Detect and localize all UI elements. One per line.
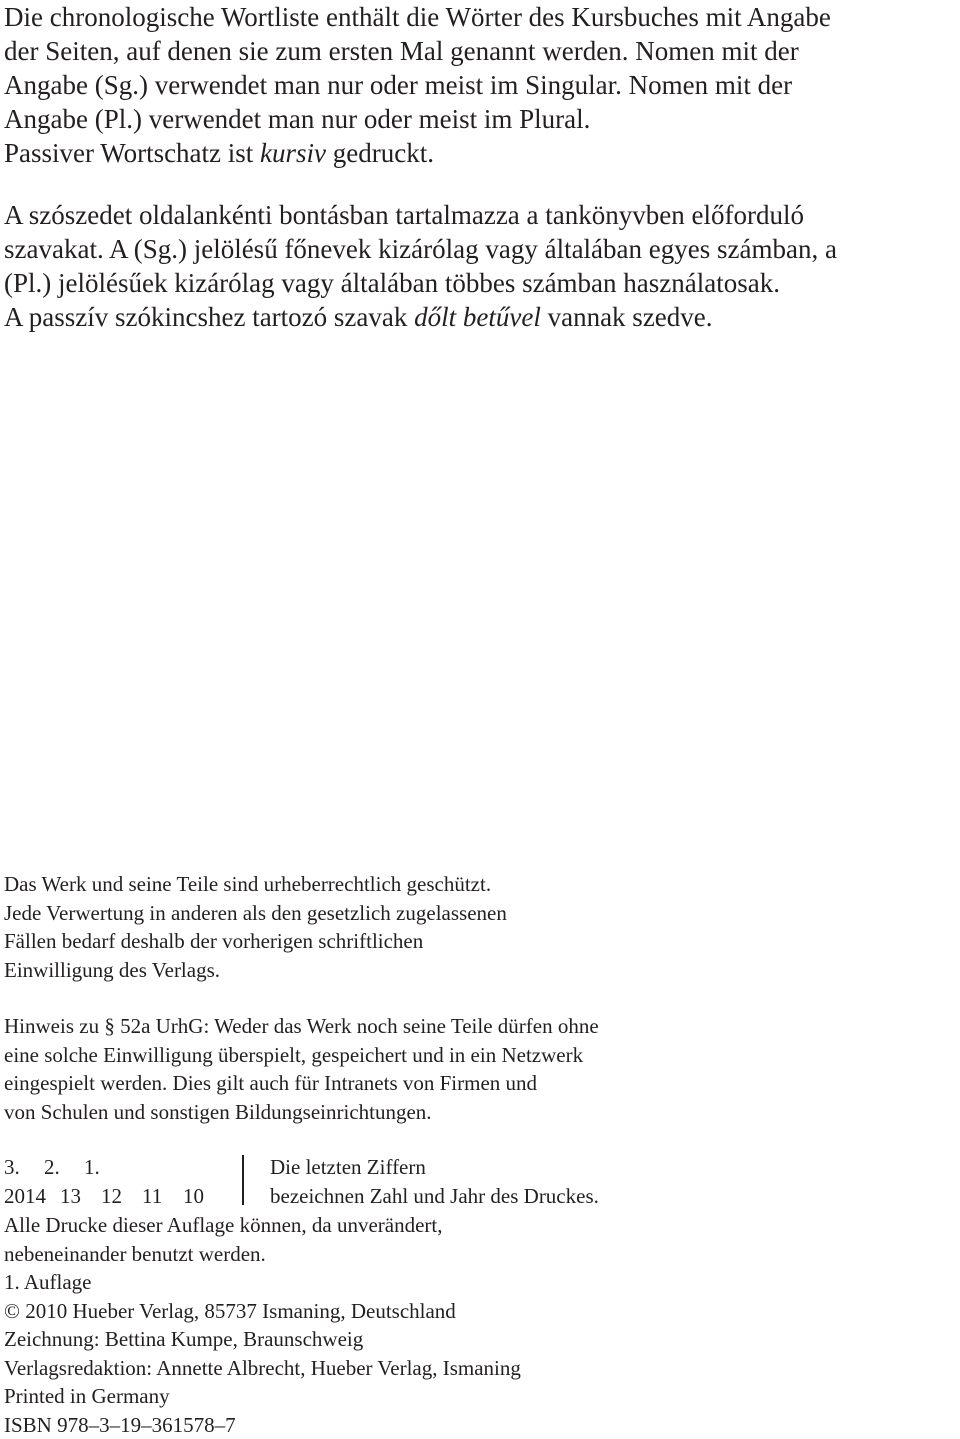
- print-run-numbers: [4, 1153, 244, 1210]
- intro-german-line-4: Angabe (Pl.) verwendet man nur oder meist im Plural.: [4, 102, 831, 136]
- year-number: 2014: [4, 1182, 60, 1211]
- intro-german: [4, 0, 831, 170]
- drawing-credit: Zeichnung: Bettina Kumpe, Braunschweig: [4, 1325, 521, 1354]
- copyright-notice: [4, 870, 507, 984]
- intro-hungarian: [4, 198, 837, 334]
- copyright-line: © 2010 Hueber Verlag, 85737 Ismaning, Deutschland: [4, 1297, 521, 1326]
- editor-credit: Verlagsredaktion: Annette Albrecht, Hueber Verlag, Ismaning: [4, 1354, 521, 1383]
- print-run-explanation-line-1: Die letzten Ziffern: [270, 1153, 599, 1182]
- printed-in: Printed in Germany: [4, 1382, 521, 1411]
- year-numbers-row: [4, 1182, 244, 1211]
- edition-number: 3.: [4, 1153, 44, 1182]
- imprint-line-2: nebeneinander benutzt werden.: [4, 1240, 521, 1269]
- intro-german-italic-word: kursiv: [260, 138, 326, 168]
- year-number: 10: [183, 1182, 204, 1211]
- intro-hungarian-line-2: szavakat. A (Sg.) jelölésű főnevek kizárólag vagy általában egyes számban, a: [4, 232, 837, 266]
- intro-german-line-2: der Seiten, auf denen sie zum ersten Mal genannt werden. Nomen mit der: [4, 34, 831, 68]
- print-run-explanation-line-2: bezeichnen Zahl und Jahr des Druckes.: [270, 1182, 599, 1211]
- legal-hint-line-1: Hinweis zu § 52a UrhG: Weder das Werk noch seine Teile dürfen ohne: [4, 1012, 599, 1041]
- copyright-notice-line-2: Jede Verwertung in anderen als den gesetzlich zugelassenen: [4, 899, 507, 928]
- intro-german-line-3: Angabe (Sg.) verwendet man nur oder meist im Singular. Nomen mit der: [4, 68, 831, 102]
- copyright-notice-line-3: Fällen bedarf deshalb der vorherigen schriftlichen: [4, 927, 507, 956]
- edition-label: 1. Auflage: [4, 1268, 521, 1297]
- intro-hungarian-line-3: (Pl.) jelölésűek kizárólag vagy általában többes számban használatosak.: [4, 266, 837, 300]
- print-run-table: [4, 1153, 724, 1211]
- copyright-notice-line-4: Einwilligung des Verlags.: [4, 956, 507, 985]
- legal-hint-line-2: eine solche Einwilligung überspielt, gespeichert und in ein Netzwerk: [4, 1041, 599, 1070]
- intro-hungarian-line-4: [4, 300, 837, 334]
- intro-hungarian-line-4-start: A passzív szókincshez tartozó szavak: [4, 302, 414, 332]
- legal-hint-line-3: eingespielt werden. Dies gilt auch für Intranets von Firmen und: [4, 1069, 599, 1098]
- isbn: ISBN 978–3–19–361578–7: [4, 1411, 521, 1439]
- edition-numbers-row: [4, 1153, 244, 1182]
- imprint: [4, 1211, 521, 1439]
- legal-hint-line-4: von Schulen und sonstigen Bildungseinrichtungen.: [4, 1098, 599, 1127]
- intro-hungarian-line-1: A szószedet oldalankénti bontásban tartalmazza a tankönyvben előforduló: [4, 198, 837, 232]
- edition-number: 2.: [44, 1153, 84, 1182]
- intro-hungarian-line-4-end: vannak szedve.: [541, 302, 713, 332]
- legal-hint: [4, 1012, 599, 1126]
- year-number: 13: [60, 1182, 101, 1211]
- edition-number: 1.: [84, 1153, 100, 1182]
- intro-german-line-5-start: Passiver Wortschatz ist: [4, 138, 260, 168]
- year-number: 12: [101, 1182, 142, 1211]
- intro-hungarian-italic-words: dőlt betűvel: [414, 302, 541, 332]
- intro-german-line-5-end: gedruckt.: [326, 138, 434, 168]
- vertical-divider: [242, 1155, 244, 1205]
- intro-german-line-1: Die chronologische Wortliste enthält die Wörter des Kursbuches mit Angabe: [4, 0, 831, 34]
- print-run-explanation: [270, 1153, 599, 1210]
- intro-german-line-5: [4, 136, 831, 170]
- imprint-line-1: Alle Drucke dieser Auflage können, da unverändert,: [4, 1211, 521, 1240]
- copyright-notice-line-1: Das Werk und seine Teile sind urheberrechtlich geschützt.: [4, 870, 507, 899]
- year-number: 11: [142, 1182, 183, 1211]
